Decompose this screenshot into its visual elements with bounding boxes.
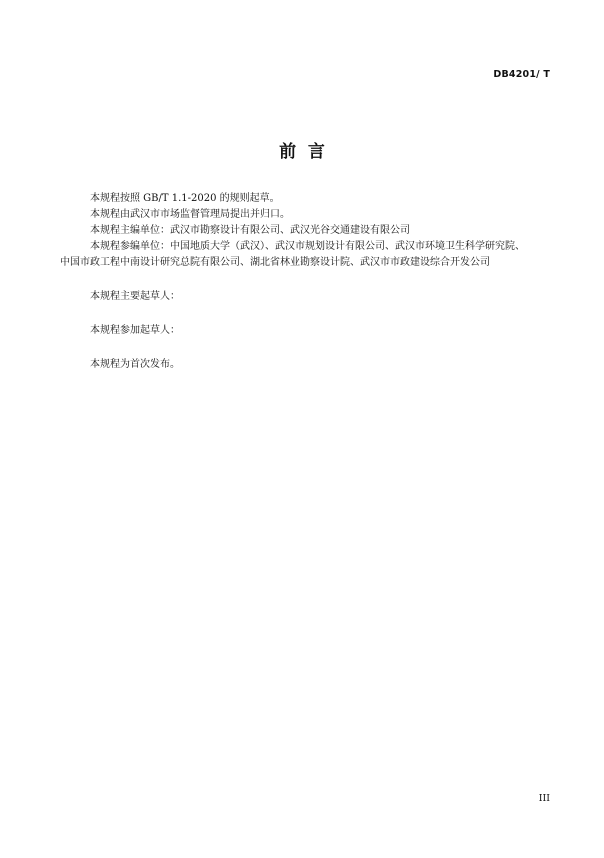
paragraph-first-release: 本规程为首次发布。	[90, 359, 180, 370]
document-code: DB4201/ T	[493, 69, 550, 80]
page-number: III	[538, 793, 550, 804]
paragraph-participating-units-continued: 中国市政工程中南设计研究总院有限公司、湖北省林业勘察设计院、武汉市市政建设综合开发公司	[60, 257, 490, 268]
document-body	[60, 191, 550, 373]
page-title: 前 言	[279, 142, 325, 162]
paragraph-drafting-rule: 本规程按照 GB/T 1.1-2020 的规则起草。	[90, 193, 280, 204]
paragraph-proposer: 本规程由武汉市市场监督管理局提出并归口。	[90, 209, 290, 220]
paragraph-chief-editor: 本规程主编单位：武汉市勘察设计有限公司、武汉光谷交通建设有限公司	[90, 225, 410, 236]
paragraph-main-drafters: 本规程主要起草人：	[90, 291, 180, 302]
paragraph-participating-units: 本规程参编单位：中国地质大学（武汉）、武汉市规划设计有限公司、武汉市环境卫生科学研究院、	[90, 241, 525, 252]
paragraph-participating-drafters: 本规程参加起草人：	[90, 325, 180, 336]
